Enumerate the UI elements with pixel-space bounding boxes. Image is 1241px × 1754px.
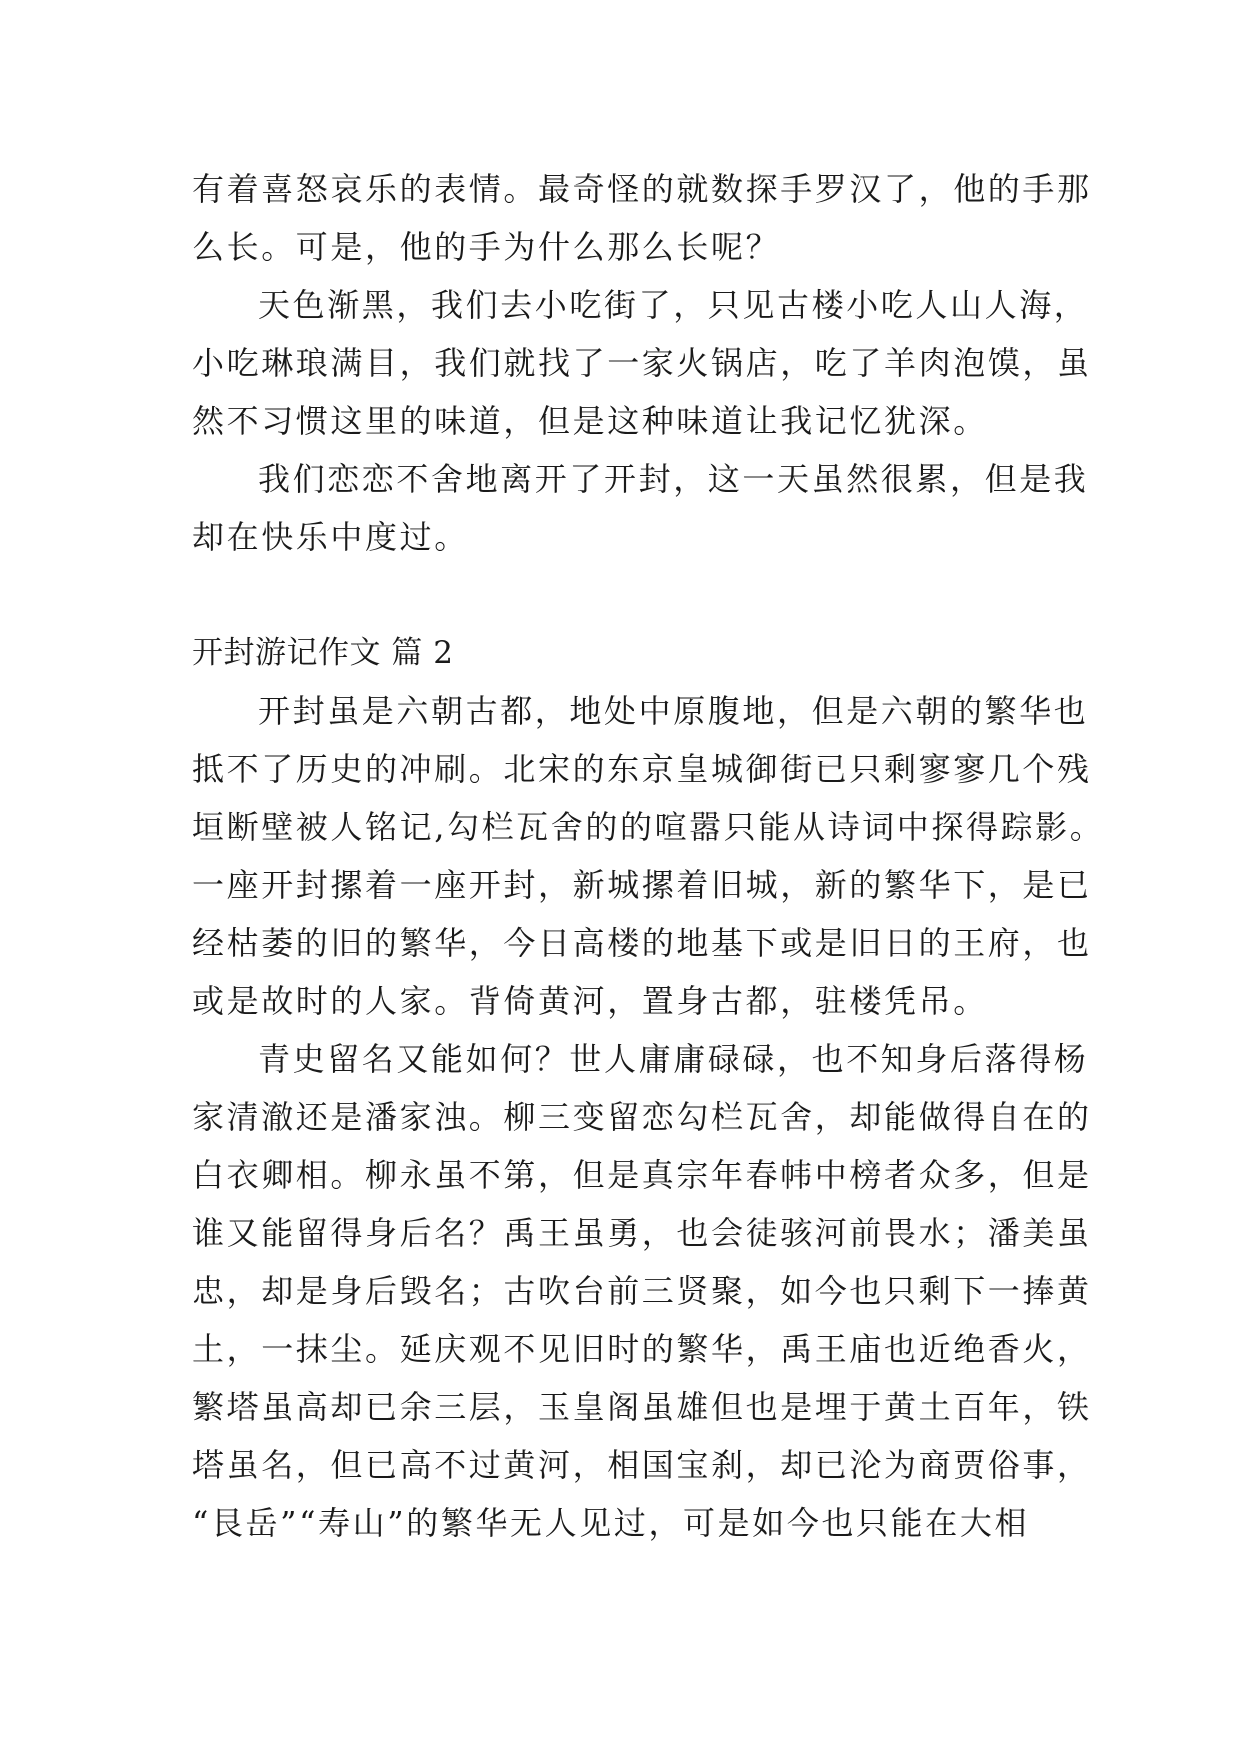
text-line: 一座开封摞着一座开封，新城摞着旧城，新的繁华下，是已 bbox=[192, 866, 1092, 904]
paragraph-start-line: 我们恋恋不舍地离开了开封，这一天虽然很累，但是我 bbox=[258, 460, 1089, 498]
section-1 bbox=[192, 160, 1092, 566]
text-line: 白衣卿相。柳永虽不第，但是真宗年春帏中榜者众多，但是 bbox=[192, 1156, 1092, 1194]
section-gap bbox=[192, 566, 1062, 624]
text-line: 经枯萎的旧的繁华，今日高楼的地基下或是旧日的王府，也 bbox=[192, 924, 1092, 962]
section-heading: 开封游记作文 篇 2 bbox=[192, 635, 454, 671]
text-line: 然不习惯这里的味道，但是这种味道让我记忆犹深。 bbox=[192, 402, 988, 440]
text-line: “艮岳”“寿山”的繁华无人见过，可是如今也只能在大相 bbox=[192, 1504, 1030, 1542]
text-line: 忠，却是身后毁名；古吹台前三贤聚，如今也只剩下一捧黄 bbox=[192, 1272, 1092, 1310]
paragraph-start-line: 青史留名又能如何？世人庸庸碌碌，也不知身后落得杨 bbox=[258, 1040, 1089, 1078]
paragraph-start-line: 天色渐黑，我们去小吃街了，只见古楼小吃人山人海， bbox=[258, 286, 1089, 324]
text-line: 土，一抹尘。延庆观不见旧时的繁华，禹王庙也近绝香火， bbox=[192, 1330, 1092, 1368]
text-line: 有着喜怒哀乐的表情。最奇怪的就数探手罗汉了，他的手那 bbox=[192, 170, 1092, 208]
text-line: 塔虽名，但已高不过黄河，相国宝刹，却已沦为商贾俗事， bbox=[192, 1446, 1092, 1484]
text-line: 或是故时的人家。背倚黄河，置身古都，驻楼凭吊。 bbox=[192, 982, 988, 1020]
document-page bbox=[192, 160, 1105, 1552]
text-line: 家清澈还是潘家浊。柳三变留恋勾栏瓦舍，却能做得自在的 bbox=[192, 1098, 1092, 1136]
text-line: 小吃琳琅满目，我们就找了一家火锅店，吃了羊肉泡馍，虽 bbox=[192, 344, 1092, 382]
text-line: 却在快乐中度过。 bbox=[192, 518, 469, 556]
text-line: 垣断壁被人铭记,勾栏瓦舍的的喧嚣只能从诗词中探得踪影。 bbox=[192, 808, 1105, 846]
section-2 bbox=[192, 624, 1105, 1552]
text-line: 谁又能留得身后名？禹王虽勇，也会徒骇河前畏水；潘美虽 bbox=[192, 1214, 1092, 1252]
paragraph-start-line: 开封虽是六朝古都，地处中原腹地，但是六朝的繁华也 bbox=[258, 692, 1089, 730]
text-line: 么长。可是，他的手为什么那么长呢？ bbox=[192, 228, 781, 266]
text-line: 抵不了历史的冲刷。北宋的东京皇城御街已只剩寥寥几个残 bbox=[192, 750, 1092, 788]
text-line: 繁塔虽高却已余三层，玉皇阁虽雄但也是埋于黄土百年，铁 bbox=[192, 1388, 1092, 1426]
